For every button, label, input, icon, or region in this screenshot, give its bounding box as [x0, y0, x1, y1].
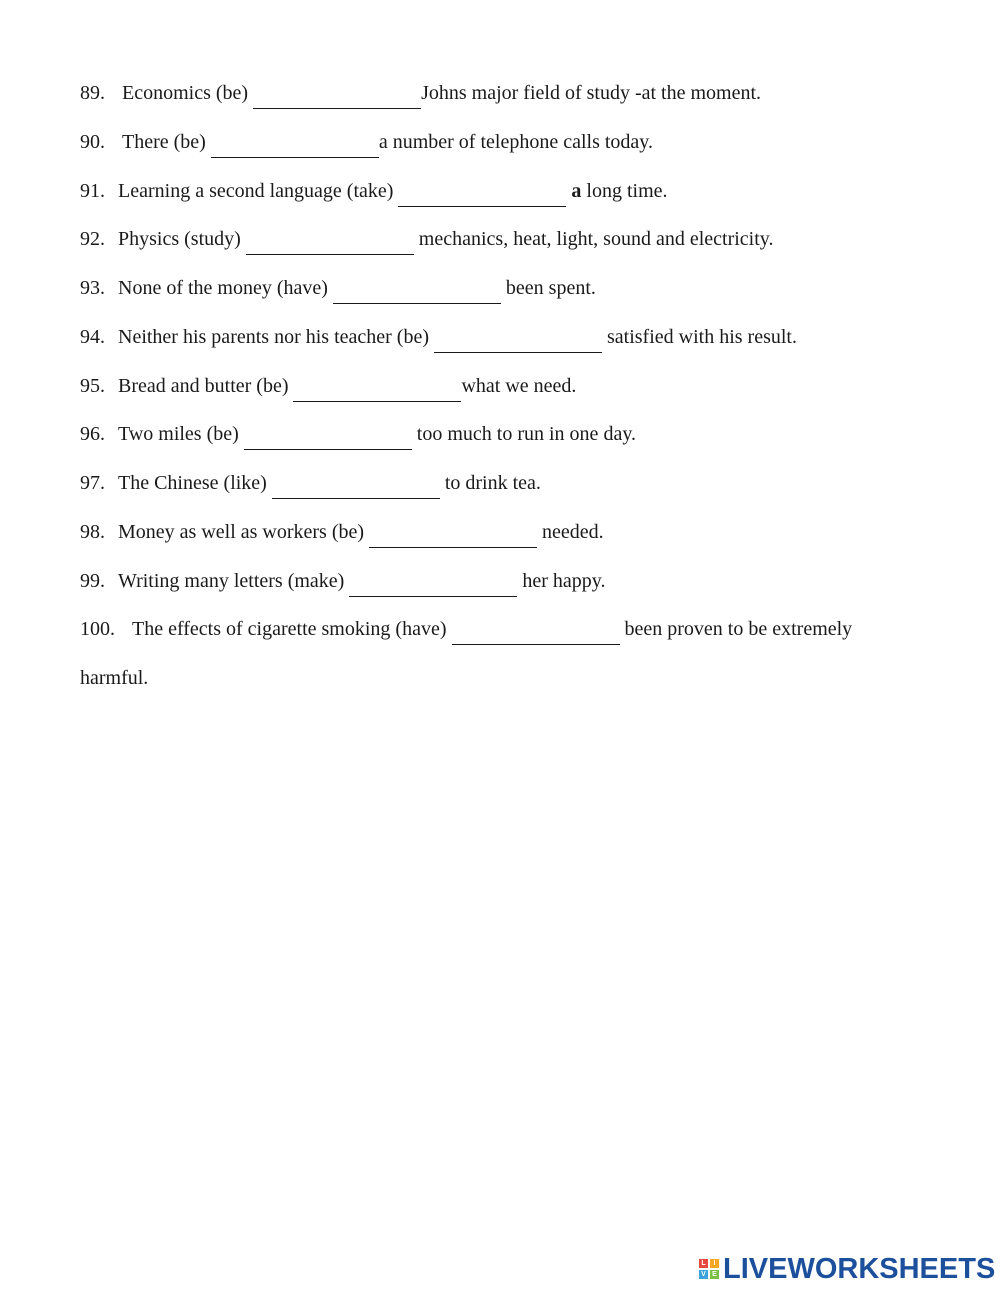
question-continuation: a number of telephone calls today.	[378, 131, 653, 153]
answer-input-95[interactable]	[293, 379, 461, 402]
answer-input-90[interactable]	[211, 135, 379, 158]
question-number: 92.	[80, 228, 105, 250]
question-number: 96.	[80, 423, 105, 445]
brand-mark-letter: E	[710, 1270, 719, 1279]
brand-mark-icon	[699, 1259, 719, 1279]
question-prompt: Economics (be)	[122, 82, 249, 104]
question-continuation: long time.	[581, 180, 668, 202]
question-number: 93.	[80, 277, 105, 299]
question-continuation: been spent.	[505, 277, 596, 299]
question-number: 97.	[80, 472, 105, 494]
question-bold-word: a	[571, 180, 582, 202]
answer-input-97[interactable]	[272, 476, 440, 499]
question-prompt: Learning a second language (take)	[118, 180, 394, 202]
question-continuation: been proven to be extremely	[624, 618, 853, 640]
question-89	[80, 81, 761, 109]
brand-mark-letter: I	[710, 1259, 719, 1268]
question-number: 100.	[80, 618, 115, 640]
question-number: 99.	[80, 570, 105, 592]
question-92	[80, 227, 774, 255]
question-prompt: Two miles (be)	[118, 423, 239, 445]
question-99	[80, 569, 605, 597]
question-prompt: The effects of cigarette smoking (have)	[132, 618, 447, 640]
question-prompt: Writing many letters (make)	[118, 570, 345, 592]
question-number: 98.	[80, 521, 105, 543]
question-prompt: There (be)	[122, 131, 206, 153]
question-continuation: too much to run in one day.	[416, 423, 637, 445]
answer-input-92[interactable]	[246, 232, 414, 255]
question-100-wrap	[80, 666, 148, 690]
liveworksheets-logo	[699, 1253, 995, 1285]
question-98	[80, 520, 604, 548]
question-91	[80, 179, 668, 207]
question-continuation: satisfied with his result.	[607, 326, 797, 348]
answer-input-100[interactable]	[452, 622, 620, 645]
answer-input-91[interactable]	[398, 184, 566, 207]
question-93	[80, 276, 596, 304]
question-prompt: Money as well as workers (be)	[118, 521, 365, 543]
question-96	[80, 422, 636, 450]
question-prompt: None of the money (have)	[118, 277, 328, 299]
brand-mark-letter: L	[699, 1259, 708, 1268]
question-number: 95.	[80, 375, 105, 397]
question-97	[80, 471, 541, 499]
question-number: 94.	[80, 326, 105, 348]
question-prompt: Neither his parents nor his teacher (be)	[118, 326, 429, 348]
question-prompt: The Chinese (like)	[118, 472, 267, 494]
answer-input-99[interactable]	[349, 574, 517, 597]
brand-mark-letter: V	[699, 1270, 708, 1279]
answer-input-98[interactable]	[369, 525, 537, 548]
answer-input-93[interactable]	[333, 281, 501, 304]
answer-input-89[interactable]	[253, 86, 421, 109]
question-number: 90.	[80, 131, 105, 153]
question-continuation: mechanics, heat, light, sound and electricity.	[418, 228, 774, 250]
question-number: 91.	[80, 180, 105, 202]
brand-name: LIVEWORKSHEETS	[723, 1252, 996, 1285]
question-number: 89.	[80, 82, 105, 104]
question-90	[80, 130, 653, 158]
question-prompt: Physics (study)	[118, 228, 241, 250]
question-95	[80, 374, 576, 402]
question-100	[80, 617, 852, 645]
question-continuation-line: harmful.	[80, 667, 149, 689]
question-prompt: Bread and butter (be)	[118, 375, 289, 397]
question-94	[80, 325, 797, 353]
question-continuation: to drink tea.	[444, 472, 541, 494]
question-continuation: what we need.	[461, 375, 577, 397]
answer-input-96[interactable]	[244, 427, 412, 450]
answer-input-94[interactable]	[434, 330, 602, 353]
question-continuation: needed.	[542, 521, 604, 543]
question-continuation: Johns major field of study -at the moment.	[421, 82, 762, 104]
question-continuation: her happy.	[522, 570, 606, 592]
